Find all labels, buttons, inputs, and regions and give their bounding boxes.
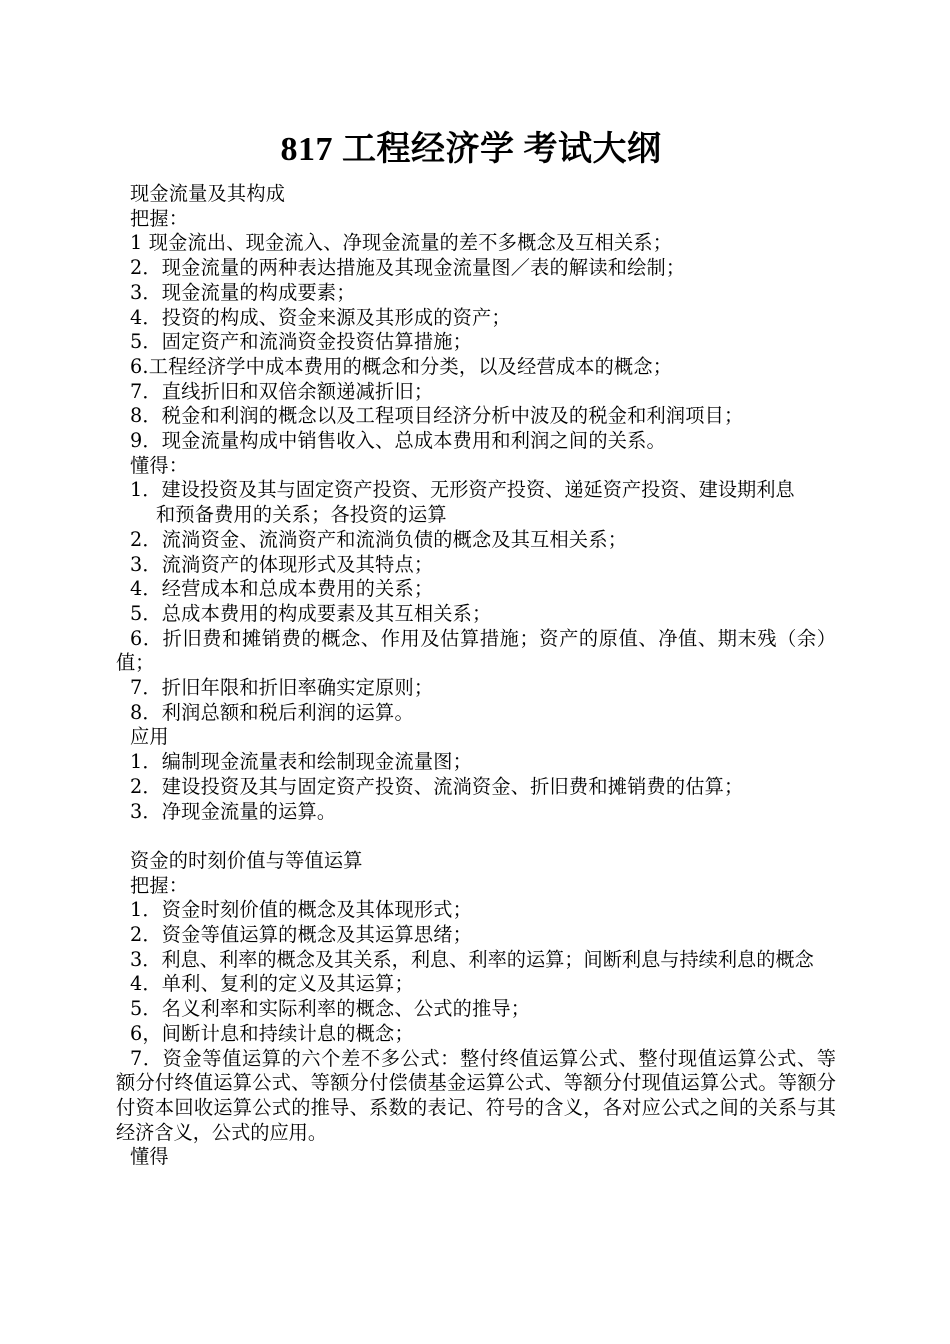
list-item: 6.工程经济学中成本费用的概念和分类，以及经营成本的概念； [130,354,673,378]
list-item: 5．固定资产和流淌资金投资估算措施； [130,330,472,354]
section-heading: 现金流量及其构成 [130,182,286,205]
list-item: 8．税金和利润的概念以及工程项目经济分析中波及的税金和利润项目； [130,404,744,428]
list-item: 2．建设投资及其与固定资产投资、流淌资金、折旧费和摊销费的估算； [130,774,744,798]
group-label: 应用 [130,725,169,749]
document-body [116,182,856,1170]
blank-line [116,824,836,849]
list-item: 4．单利、复利的定义及其运算； [130,972,414,996]
list-item: 9．现金流量构成中销售收入、总成本费用和利润之间的关系。 [130,429,666,453]
list-item: 4．投资的构成、资金来源及其形成的资产； [130,305,511,329]
list-item: 5．总成本费用的构成要素及其互相关系； [130,601,492,625]
section-heading: 资金的时刻价值与等值运算 [130,848,363,872]
list-item: 6，间断计息和持续计息的概念； [130,1021,414,1045]
list-item: 3．净现金流量的运算。 [130,799,337,823]
list-item: 6．折旧费和摊销费的概念、作用及估算措施；资产的原值、净值、期末残（余）值； [116,626,836,675]
document-page [116,118,856,1170]
list-item: 3．现金流量的构成要素； [130,280,356,304]
list-item: 4．经营成本和总成本费用的关系； [130,577,434,601]
list-item: 1．编制现金流量表和绘制现金流量图； [130,750,472,774]
list-item: 2．现金流量的两种表达措施及其现金流量图／表的解读和绘制； [130,256,686,280]
list-item: 2．资金等值运算的概念及其运算思绪； [130,923,472,947]
list-item: 5．名义利率和实际利率的概念、公式的推导； [130,997,531,1021]
list-item: 7．折旧年限和折旧率确实定原则； [130,676,434,700]
list-item: 3．流淌资产的体现形式及其特点； [130,552,434,576]
group-label: 懂得： [130,453,189,477]
list-item: 1．建设投资及其与固定资产投资、无形资产投资、递延资产投资、建设期利息 [130,478,795,502]
list-item: 8．利润总额和税后利润的运算。 [130,700,414,724]
list-item: 7．资金等值运算的六个差不多公式：整付终值运算公式、整付现值运算公式、等 额分付终值运算公式、等额分付偿债基金运算公式、等额分付现值运算公式。等额分付资本回收运算公式的推导、系数的表记、符号的含义，各对应公式之间的关系与其经济含义，公式的应用。 [116,1046,856,1144]
group-label: 把握： [130,873,189,897]
list-item: 2．流淌资金、流淌资产和流淌负债的概念及其互相关系； [130,527,628,551]
document-title: 817 工程经济学 考试大纲 [280,131,662,168]
list-item: 3．利息、利率的概念及其关系，利息、利率的运算；间断利息与持续利息的概念 [130,947,814,971]
list-item: 7．直线折旧和双倍余额递减折旧； [130,379,434,403]
group-label: 懂得 [130,1145,169,1169]
list-item: 1 现金流出、现金流入、净现金流量的差不多概念及互相关系； [130,231,673,255]
list-item-continuation: 和预备费用的关系；各投资的运算 [156,503,447,527]
group-label: 把握： [130,206,189,230]
list-item: 1．资金时刻价值的概念及其体现形式； [130,898,472,922]
